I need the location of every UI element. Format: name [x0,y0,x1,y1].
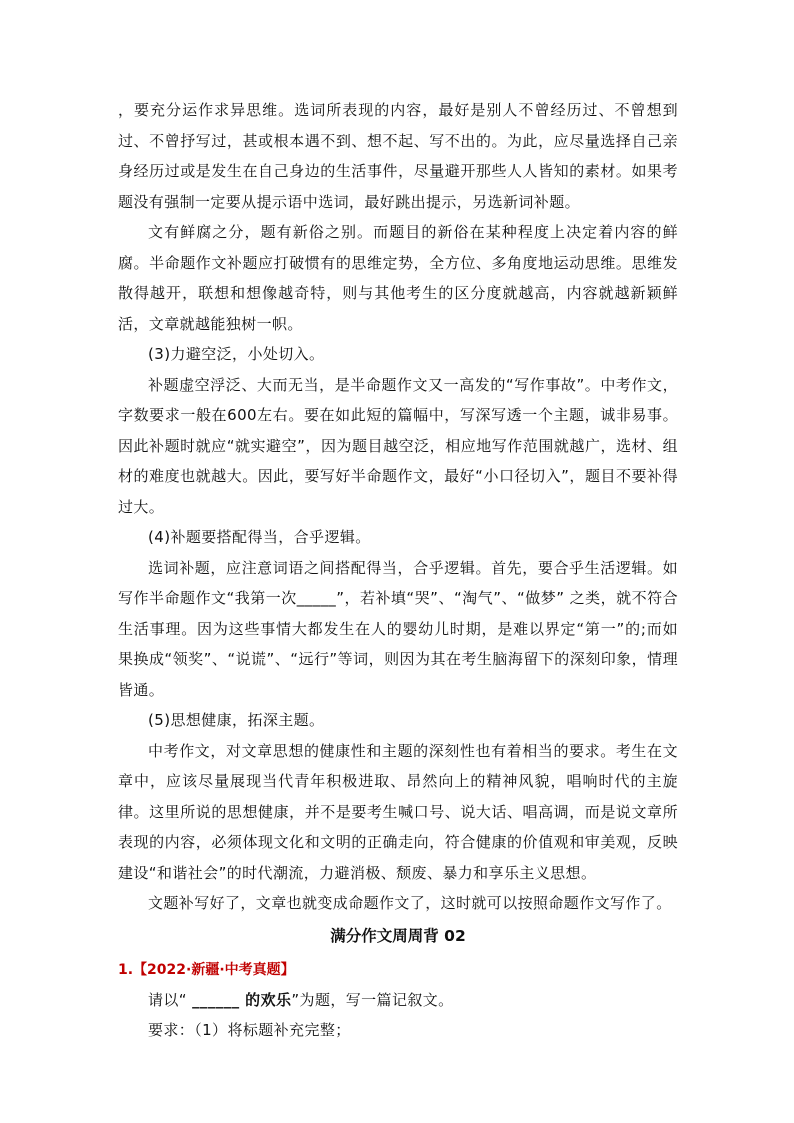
paragraph-6: 文题补写好了，文章也就变成命题作文了，这时就可以按照命题作文写作了。 [148,894,672,912]
paragraph-5: 中考作文，对文章思想的健康性和主题的深刻性也有着相当的要求。考生在文章中，应该尽量展现当代青年积极进取、昂然向上的精神风貌，唱响时代的主旋律。这里所说的思想健康，并不是要考生喊口号、说大话、唱高调，而是说文章所表现的内容，必须体现文化和文明的正确走向，符合健康的价值观和审美观，反映建设“和谐社会”的时代潮流，力避消极、颓废、暴力和享乐主义思想。 [118,741,678,882]
heading-5: (5)思想健康，拓深主题。 [148,711,325,729]
prompt-bold: ______ 的欢乐 [192,990,292,1009]
prompt-after: ”为题，写一篇记叙文。 [291,990,454,1009]
paragraph-4: 选词补题，应注意词语之间搭配得当，合乎逻辑。首先，要合乎生活逻辑。如写作半命题作文“我第一次_____”，若补填“哭”、“淘气”、“做梦” 之类，就不符合生活事理。因为这些事情大都发生在人的婴幼儿时期，是难以界定“第一”的;而如果换成“领奖”、“说谎”、“远行”等词，则因为其在考生脑海留下的深刻印象，情理皆通。 [118,558,678,699]
paragraph-1: ，要充分运作求异思维。选词所表现的内容，最好是别人不曾经历过、不曾想到过、不曾抒写过，甚或根本遇不到、想不起、写不出的。为此，应尽量选择自己亲身经历过或是发生在自己身边的生活事件，尽量避开那些人人皆知的素材。如果考题没有强制一定要从提示语中选词，最好跳出提示，另选新词补题。 [118,101,678,211]
section-title: 满分作文周周背 02 [330,926,466,945]
heading-4: (4)补题要搭配得当，合乎逻辑。 [148,528,371,546]
question-prompt [118,985,678,1016]
question-requirement: 要求：（1）将标题补充完整； [148,1021,351,1039]
document-page [118,95,678,1046]
paragraph-3: 补题虚空浮泛、大而无当，是半命题作文又一高发的“写作事故”。中考作文，字数要求一般在600左右。要在如此短的篇幅中，写深写透一个主题，诚非易事。因此补题时就应“就实避空”，因为题目越空泛，相应地写作范围就越广，选材、组材的难度也就越大。因此，要写好半命题作文，最好“小口径切入”，题目不要补得过大。 [118,375,678,516]
paragraph-2: 文有鲜腐之分，题有新俗之别。而题目的新俗在某种程度上决定着内容的鲜腐。半命题作文补题应打破惯有的思维定势，全方位、多角度地运动思维。思维发散得越开，联想和想像越奇特，则与其他考生的区分度就越高，内容就越新颖鲜活，文章就越能独树一帜。 [118,223,678,333]
question-source: 1.【2022·新疆·中考真题】 [118,961,295,978]
prompt-before: 请以“ [148,990,193,1009]
heading-3: (3)力避空泛，小处切入。 [148,345,325,363]
